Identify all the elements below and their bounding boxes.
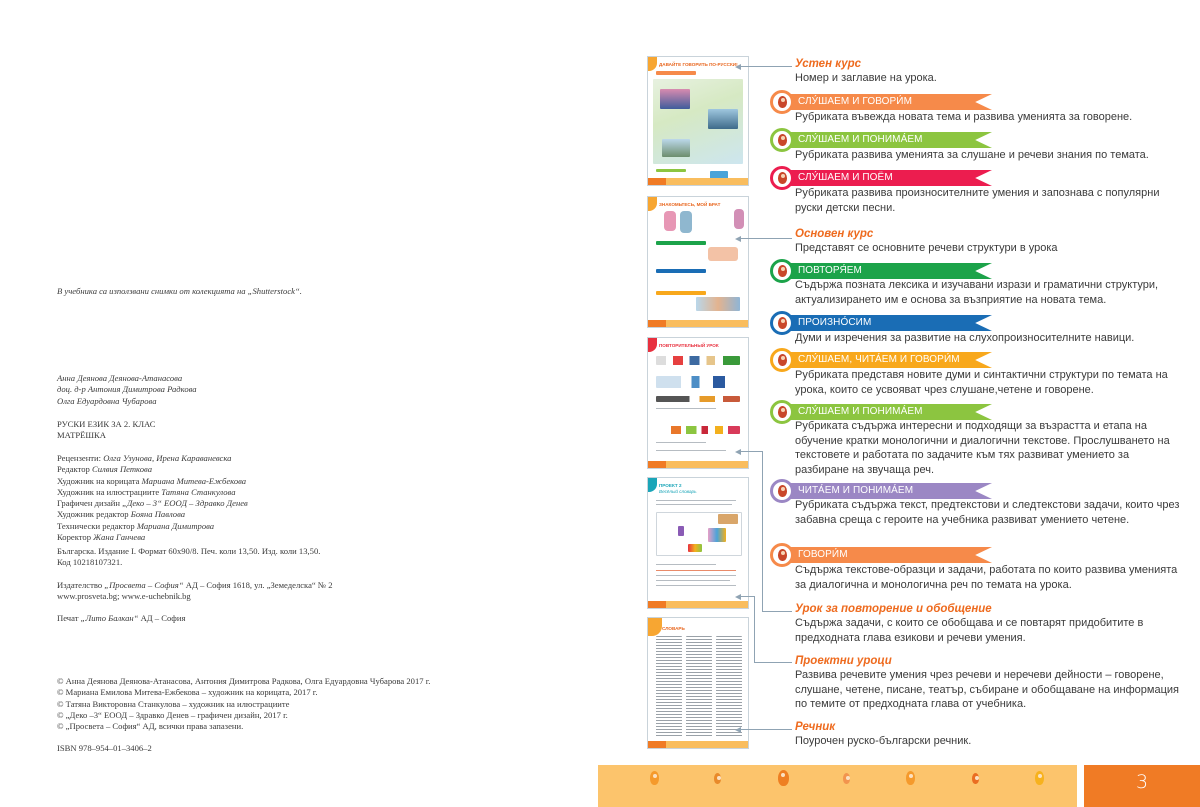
dictionary-column [656,636,682,738]
thumbnail-project-page [647,477,749,609]
credit-name: Силвия Петкова [92,464,153,475]
object-pictures-row [656,356,740,365]
credit-role: Редактор [57,464,92,475]
credit-line [57,453,248,464]
section-desc-dictionary: Поурочен руско-български речник. [795,735,972,747]
rubric-desc: Рубриката развива уменията за слушане и речеви знания по темата. [795,149,1149,161]
printer-name: „Лито Балкан“ [80,613,139,623]
thumbnail-footer-bar [648,601,748,608]
publisher-prefix: Издателство [57,580,105,590]
arrow-icon [735,236,741,242]
publisher-address: АД – София 1618, ул. „Земеделска“ № 2 [183,580,333,590]
character-illustration [734,209,744,229]
author: Анна Деянова Деянова-Атанасова [57,373,183,383]
thumbnail-oral-course-page [647,56,749,186]
rubric-label: СЛУ́ШАЕМ И ПОНИМА́ЕМ [798,134,923,145]
rubric-strip [656,291,706,295]
credit-role: Рецензенти: [57,453,104,463]
matryoshka-icon [972,773,979,784]
section-title-dictionary: Речник [795,721,836,733]
text-line [656,570,736,571]
matryoshka-music-icon [770,166,794,190]
copyright-line: © Анна Деянова Деянова-Атанасова, Антония Димитрова Радкова, Олга Едуардовна Чубарова 2017 г. [57,676,431,686]
text-line [656,585,736,586]
text-line [656,500,736,501]
matryoshka-headphones-icon [770,400,794,424]
matryoshka-pair-icon [770,543,794,567]
arrow-icon [735,594,741,600]
thumbnail-footer-bar [648,178,748,185]
matryoshka-icon [770,90,794,114]
thumbnail-review-lesson-page [647,337,749,469]
publisher-block [57,580,333,603]
rubric-desc: Съдържа позната лексика и изучавани изрази и граматични структури, актуализирането им е основа за възприятие на новата тема. [795,279,1159,306]
dictionary-column [716,636,742,738]
matryoshka-icon [714,773,721,784]
thumbnail-footer-bar [648,461,748,468]
publisher-line [57,580,333,591]
text-line [656,442,706,443]
material-photo [718,514,738,524]
matryoshka-icon [906,771,915,785]
arrow-icon [735,449,741,455]
material-photo [708,528,726,542]
thumbnail-subtitle: Весёлый словарь [659,489,697,494]
text-line [656,564,716,565]
book-subtitle: МАТРЁШКА [57,430,106,441]
print-suffix: АД – София [138,613,186,623]
credit-line [57,532,248,543]
lesson-number-tab [648,618,662,636]
rubric-strip [656,169,686,172]
matryoshka-icon [778,770,789,786]
footer-band [598,765,1077,807]
material-photo [678,526,684,536]
callout-line [740,729,792,730]
isbn: ISBN 978–954–01–3406–2 [57,743,152,753]
print-prefix: Печат [57,613,81,623]
photo [660,89,690,109]
copyright-block [57,676,430,732]
credit-name: Бояна Павлова [130,509,186,520]
section-title-review-lesson: Урок за повторение и обобщение [795,603,992,615]
code-line: Код 10218107321. [57,557,123,568]
credit-line [57,487,248,498]
copyright-line: © „Деко –3“ ЕООД – Здравко Денев – графичен дизайн, 2017 г. [57,709,288,720]
material-photo [688,544,702,552]
thumbnail-main-course-page [647,196,749,328]
copyright-line: © „Просвета – София“ АД, всички права запазени. [57,721,244,732]
thumbnail-title: ЗНАКОМЬТЕСЬ, МОЙ БРАТ [659,202,721,207]
thumbnail-dictionary-page [647,617,749,749]
rubric-label: ПРОИЗНО́СИМ [798,317,872,328]
rubric-label: ПОВТОРЯ́ЕМ [798,265,862,276]
page-number-box [1084,765,1200,807]
photo [662,139,690,157]
text-line [656,408,716,409]
credit-role: Художник редактор [57,509,131,520]
thumbnail-title: ПРОЕКТ 2 [659,483,682,488]
thumbnail-footer-bar [648,741,748,748]
publisher-name: „Просвета – София“ [104,580,184,590]
rubric-strip [656,269,706,273]
rubric-strip [656,241,706,245]
thumbnail-title: СЛОВАРЬ [662,626,685,631]
text-line [656,504,732,505]
object-pictures-row [656,396,740,402]
rubric-desc: Рубриката съдържа текст, предтекстови и следтекстови задачи, които чрез забавна среща с героите на учебника развиват умението четене. [795,499,1180,526]
rubric-label: ГОВОРИ́М [798,549,848,560]
section-desc-review-lesson: Съдържа задачи, с които се обобщава и се повтарят придобитите в предходната глава езикови и речеви умения. [795,617,1144,644]
character-illustration [680,211,692,233]
matryoshka-book-icon [770,479,794,503]
rubric-desc: Рубриката развива произносителните умения и запознава с популярни руски детски песни. [795,187,1160,214]
credit-line [57,498,248,509]
photo-credit-note: В учебника са използвани снимки от колекцията на „Shutterstock“. [57,286,302,296]
credit-role: Технически редактор [57,520,137,531]
print-block [57,613,185,624]
credit-role: Графичен дизайн [57,498,123,509]
text-line [656,575,736,576]
credits-list [57,453,248,543]
credit-name: Татяна Станкулова [161,486,236,497]
callout-line [762,451,763,611]
text-line [656,450,726,451]
rubric-label: СЛУ́ШАЕМ И ГОВОРИ́М [798,96,913,107]
callout-line [740,66,792,67]
copyright-line: © Татяна Викторовна Станкулова – художник на илюстрациите [57,698,290,709]
thumbnail-title: ПОВТОРИТЕЛЬНЫЙ УРОК [659,343,719,348]
credit-name: Олга Узунова, Ирена Караваневска [103,453,232,463]
credit-name: Жана Ганчева [93,532,146,543]
credit-role: Художник на илюстрациите [57,486,162,497]
credit-role: Коректор [57,532,94,543]
photo [708,109,738,129]
fruit-pictures-row [656,426,740,434]
section-title-oral-course: Устен курс [795,58,862,70]
author: Олга Едуардовна Чубарова [57,395,157,406]
lesson-number-tab [648,197,657,211]
credit-line [57,464,248,475]
callout-line [762,611,792,612]
credit-line [57,521,248,532]
credit-role: Художник на корицата [57,475,142,486]
rubric-label: СЛУ́ШАЕМ И ПОНИМА́ЕМ [798,406,923,417]
credit-line [57,476,248,487]
callout-line [754,662,792,663]
rubric-label: СЛУ́ШАЕМ И ПОЁМ [798,172,893,183]
arrow-icon [735,64,741,70]
matryoshka-icon [650,771,659,785]
lesson-number-tab [648,57,657,71]
credit-name: „Деко – 3“ ЕООД – Здравко Денев [122,498,248,509]
rubric-label: ЧИТА́ЕМ И ПОНИМА́ЕМ [798,485,914,496]
page-number: 3 [1135,771,1149,793]
rubric-desc: Съдържа текстове-образци и задачи, работата по които развива уменията за диалогична и монологична реч по темата на урока. [795,564,1178,591]
arrow-icon [735,727,741,733]
rubric-strip [656,71,696,75]
matryoshka-speech-icon [770,311,794,335]
matryoshka-backpack-icon [770,259,794,283]
dictionary-column [686,636,712,738]
callout-line [740,238,792,239]
rubric-desc: Рубриката представя новите думи и синтактични структури по темата на урока, които се усвояват чрез слушане,четене и говорене. [795,369,1168,396]
section-title-project-lessons: Проектни уроци [795,655,892,667]
credit-name: Мариана Димитрова [136,520,215,531]
matryoshka-pair-icon [770,348,794,372]
callout-line [754,596,755,662]
photo-strip [696,297,740,311]
callout-line [740,596,754,597]
format-block [57,546,320,569]
author: доц. д-р Антония Димитрова Радкова [57,384,197,395]
callout-line [740,451,762,452]
rubric-desc: Рубриката съдържа интересни и подходящи за възрастта и етапа на обучение кратки монологични и диалогични текстове. Прослушването на текстовете и работата по задачите към тях развиват умението за разбиране на звучаща реч. [795,420,1170,476]
lesson-number-tab [648,338,657,352]
copyright-line: © Мариана Емилова Митева-Ежбекова – художник на корицата, 2017 г. [57,687,318,698]
section-desc-oral-course: Номер и заглавие на урока. [795,72,937,84]
lesson-number-tab [648,478,657,492]
hands-illustration [708,247,738,261]
rubric-desc: Рубриката въвежда новата тема и развива уменията за говорене. [795,111,1133,123]
format-line: Българска. Издание I. Формат 60x90/8. Печ. коли 13,50. Изд. коли 13,50. [57,546,321,556]
text-line [656,580,730,581]
credit-line [57,509,248,520]
print-line [57,613,185,624]
credit-name: Мариана Митева-Ежбекова [141,475,247,486]
thumbnail-title: ДАВАЙТЕ ГОВОРИТЬ ПО-РУССКИ! [659,62,738,67]
section-desc-main-course: Представят се основните речеви структури в урока [795,242,1058,254]
matryoshka-icon [1035,771,1044,785]
section-desc-project-lessons: Развива речевите умения чрез речеви и неречеви дейности – говорене, слушане, четене, писане, театър, събиране и обобщаване на информация по темите от предходната глава от учебника. [795,669,1179,710]
section-title-main-course: Основен курс [795,228,874,240]
rubric-label: СЛУ́ШАЕМ, ЧИТА́ЕМ И ГОВОРИ́М [798,354,960,365]
thumbnail-footer-bar [648,320,748,327]
rubric-desc: Думи и изречения за развитие на слухопроизносителните навици. [795,332,1135,344]
object-pictures-row [656,376,740,388]
character-illustration [664,211,676,231]
book-title: РУСКИ ЕЗИК ЗА 2. КЛАС [57,419,156,429]
authors-list [57,373,197,407]
websites-link[interactable]: www.prosveta.bg; www.e-uchebnik.bg [57,591,191,602]
matryoshka-headphones-icon [770,128,794,152]
matryoshka-icon [843,773,850,784]
book-title-block [57,419,156,442]
